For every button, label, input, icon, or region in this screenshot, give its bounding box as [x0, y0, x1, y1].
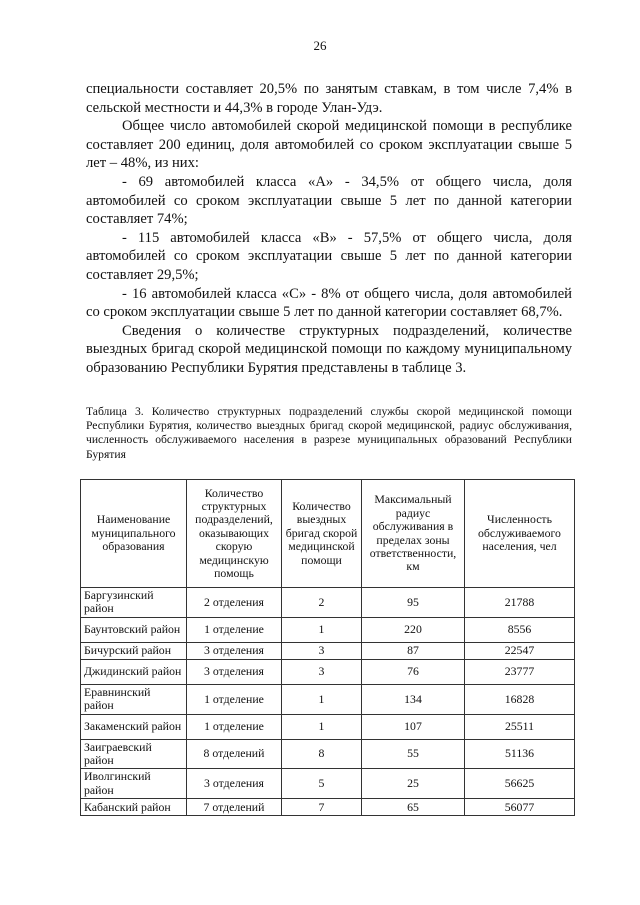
cell-teams: 1 — [282, 617, 362, 642]
cell-teams: 5 — [282, 769, 362, 799]
cell-radius: 95 — [362, 588, 465, 618]
cell-radius: 25 — [362, 769, 465, 799]
paragraph: - 115 автомобилей класса «В» - 57,5% от общего числа, доля автомобилей со сроком эксплуатации свыше 5 лет по данной категории составляет 29,5%; — [86, 229, 572, 283]
cell-teams: 1 — [282, 684, 362, 714]
cell-radius: 87 — [362, 642, 465, 659]
cell-population: 8556 — [465, 617, 575, 642]
table-row — [81, 617, 575, 642]
paragraph: специальности составляет 20,5% по занятым ставкам, в том числе 7,4% в сельской местности и 44,3% в городе Улан-Удэ. — [86, 81, 572, 116]
cell-radius: 220 — [362, 617, 465, 642]
table-row — [81, 799, 575, 816]
cell-population: 51136 — [465, 739, 575, 769]
table-caption: Таблица 3. Количество структурных подразделений службы скорой медицинской помощи Республики Бурятия, количество выездных бригад скорой медицинской, радиус обслуживания, численность обслуживаемого населения в разрезе муниципальных образований Республики Бурятия — [86, 405, 572, 461]
cell-municipality: Баргузинский район — [81, 588, 187, 618]
cell-population: 21788 — [465, 588, 575, 618]
cell-radius: 65 — [362, 799, 465, 816]
cell-radius: 134 — [362, 684, 465, 714]
page-number: 26 — [313, 38, 327, 53]
table-row — [81, 588, 575, 618]
cell-municipality: Еравнинский район — [81, 684, 187, 714]
cell-municipality: Бичурский район — [81, 642, 187, 659]
cell-population: 25511 — [465, 714, 575, 739]
column-header: Количество структурных подразделений, оказывающих скорую медицинскую помощь — [187, 480, 282, 588]
table-row — [81, 642, 575, 659]
column-header: Максимальный радиус обслуживания в пределах зоны ответственности, км — [362, 480, 465, 588]
paragraph: - 69 автомобилей класса «А» - 34,5% от общего числа, доля автомобилей со сроком эксплуатации свыше 5 лет по данной категории составляет 74%; — [86, 173, 572, 228]
cell-population: 56625 — [465, 769, 575, 799]
table-row — [81, 714, 575, 739]
cell-teams: 8 — [282, 739, 362, 769]
cell-population: 22547 — [465, 642, 575, 659]
table-row — [81, 769, 575, 799]
cell-teams: 7 — [282, 799, 362, 816]
cell-population: 56077 — [465, 799, 575, 816]
cell-units: 3 отделения — [187, 769, 282, 799]
body-text — [86, 80, 572, 378]
cell-municipality: Джидинский район — [81, 659, 187, 684]
table-row — [81, 739, 575, 769]
cell-units: 8 отделений — [187, 739, 282, 769]
cell-teams: 2 — [282, 588, 362, 618]
cell-population: 16828 — [465, 684, 575, 714]
cell-units: 3 отделения — [187, 659, 282, 684]
column-header: Численность обслуживаемого населения, чел — [465, 480, 575, 588]
cell-municipality: Закаменский район — [81, 714, 187, 739]
cell-municipality: Баунтовский район — [81, 617, 187, 642]
table-row — [81, 684, 575, 714]
cell-units: 7 отделений — [187, 799, 282, 816]
data-table-container — [80, 479, 575, 816]
cell-radius: 107 — [362, 714, 465, 739]
paragraph: Общее число автомобилей скорой медицинской помощи в республике составляет 200 единиц, доля автомобилей со сроком эксплуатации свыше 5 лет – 48%, из них: — [86, 118, 572, 172]
cell-municipality: Иволгинский район — [81, 769, 187, 799]
cell-teams: 1 — [282, 714, 362, 739]
cell-municipality: Кабанский район — [81, 799, 187, 816]
paragraph: - 16 автомобилей класса «С» - 8% от общего числа, доля автомобилей со сроком эксплуатации свыше 5 лет по данной категории составляет 68,7%. — [86, 285, 572, 321]
cell-units: 1 отделение — [187, 617, 282, 642]
cell-municipality: Заиграевский район — [81, 739, 187, 769]
cell-radius: 76 — [362, 659, 465, 684]
cell-units: 1 отделение — [187, 714, 282, 739]
column-header: Количество выездных бригад скорой медицинской помощи — [282, 480, 362, 588]
cell-units: 3 отделения — [187, 642, 282, 659]
paragraph: Сведения о количестве структурных подразделений, количестве выездных бригад скорой медицинской помощи по каждому муниципальному образованию Республики Бурятия представлены в таблице 3. — [86, 322, 572, 376]
cell-radius: 55 — [362, 739, 465, 769]
table-row — [81, 659, 575, 684]
table-header-row — [81, 480, 575, 588]
column-header: Наименование муниципального образования — [81, 480, 187, 588]
cell-teams: 3 — [282, 659, 362, 684]
cell-units: 1 отделение — [187, 684, 282, 714]
cell-population: 23777 — [465, 659, 575, 684]
data-table — [80, 479, 575, 816]
cell-units: 2 отделения — [187, 588, 282, 618]
cell-teams: 3 — [282, 642, 362, 659]
